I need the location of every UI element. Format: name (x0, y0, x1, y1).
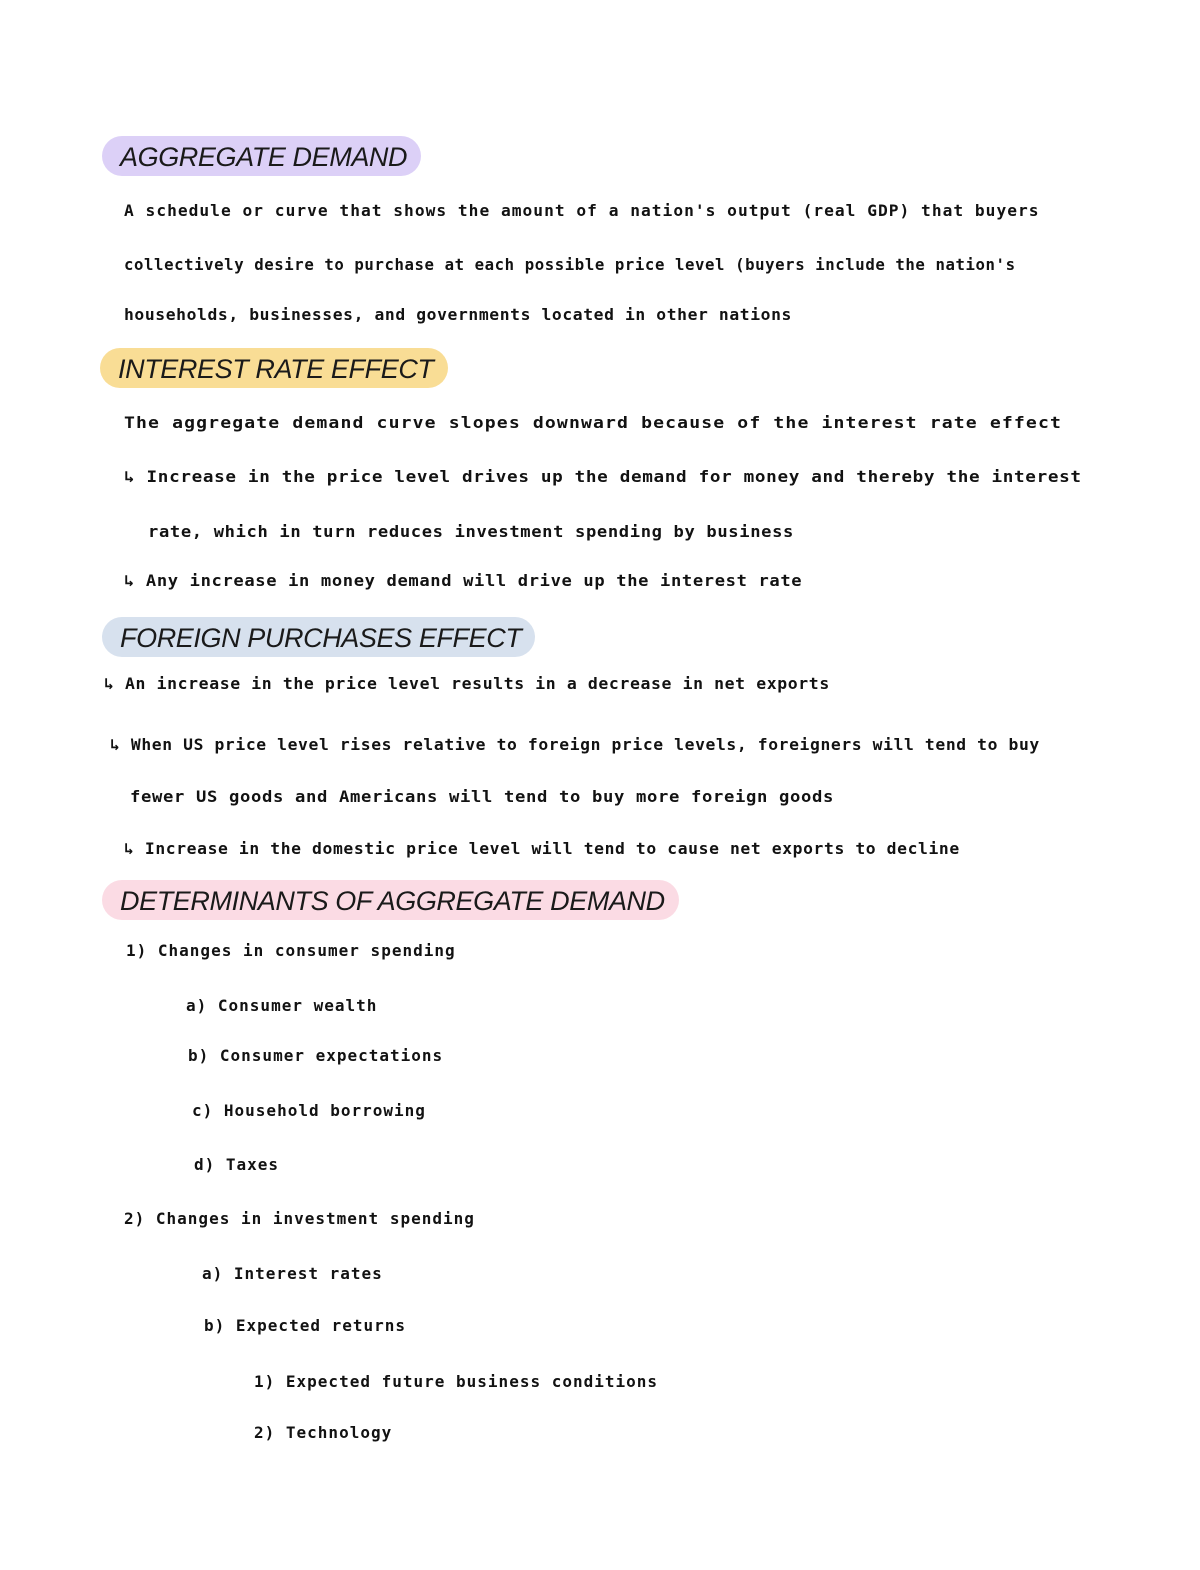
aggregate-demand-line-1: A schedule or curve that shows the amount of a nation's output (real GDP) that buyers (124, 201, 1040, 220)
heading-aggregate-demand: AGGREGATE DEMAND (102, 136, 421, 176)
heading-determinants: DETERMINANTS OF AGGREGATE DEMAND (102, 880, 679, 920)
determinant-subitem: b) Expected returns (204, 1316, 407, 1335)
determinant-subitem: a) Consumer wealth (186, 996, 378, 1015)
interest-rate-line-1: The aggregate demand curve slopes downward because of the interest rate effect (124, 413, 1063, 432)
foreign-purchases-line-3: fewer US goods and Americans will tend to buy more foreign goods (130, 787, 835, 806)
interest-rate-line-3: rate, which in turn reduces investment spending by business (148, 522, 795, 541)
determinant-subitem: d) Taxes (194, 1155, 280, 1174)
interest-rate-line-4: ↳ Any increase in money demand will drive up the interest rate (124, 571, 803, 590)
determinant-subsubitem: 2) Technology (254, 1423, 393, 1442)
heading-foreign-purchases-effect: FOREIGN PURCHASES EFFECT (102, 617, 535, 657)
determinant-item: 2) Changes in investment spending (124, 1209, 475, 1228)
determinant-item: 1) Changes in consumer spending (126, 941, 456, 960)
heading-interest-rate-effect: INTEREST RATE EFFECT (100, 348, 448, 388)
aggregate-demand-line-2: collectively desire to purchase at each possible price level (buyers include the nation's (124, 255, 1016, 274)
determinant-subitem: b) Consumer expectations (188, 1046, 444, 1065)
determinant-subitem: c) Household borrowing (192, 1101, 426, 1120)
interest-rate-line-2: ↳ Increase in the price level drives up the demand for money and thereby the interest (124, 467, 1082, 486)
foreign-purchases-line-1: ↳ An increase in the price level results in a decrease in net exports (104, 674, 830, 693)
foreign-purchases-line-4: ↳ Increase in the domestic price level will tend to cause net exports to decline (124, 839, 960, 858)
determinant-subsubitem: 1) Expected future business conditions (254, 1372, 659, 1391)
foreign-purchases-line-2: ↳ When US price level rises relative to foreign price levels, foreigners will tend to buy (110, 735, 1040, 754)
determinant-subitem: a) Interest rates (202, 1264, 383, 1283)
aggregate-demand-line-3: households, businesses, and governments located in other nations (124, 305, 793, 324)
